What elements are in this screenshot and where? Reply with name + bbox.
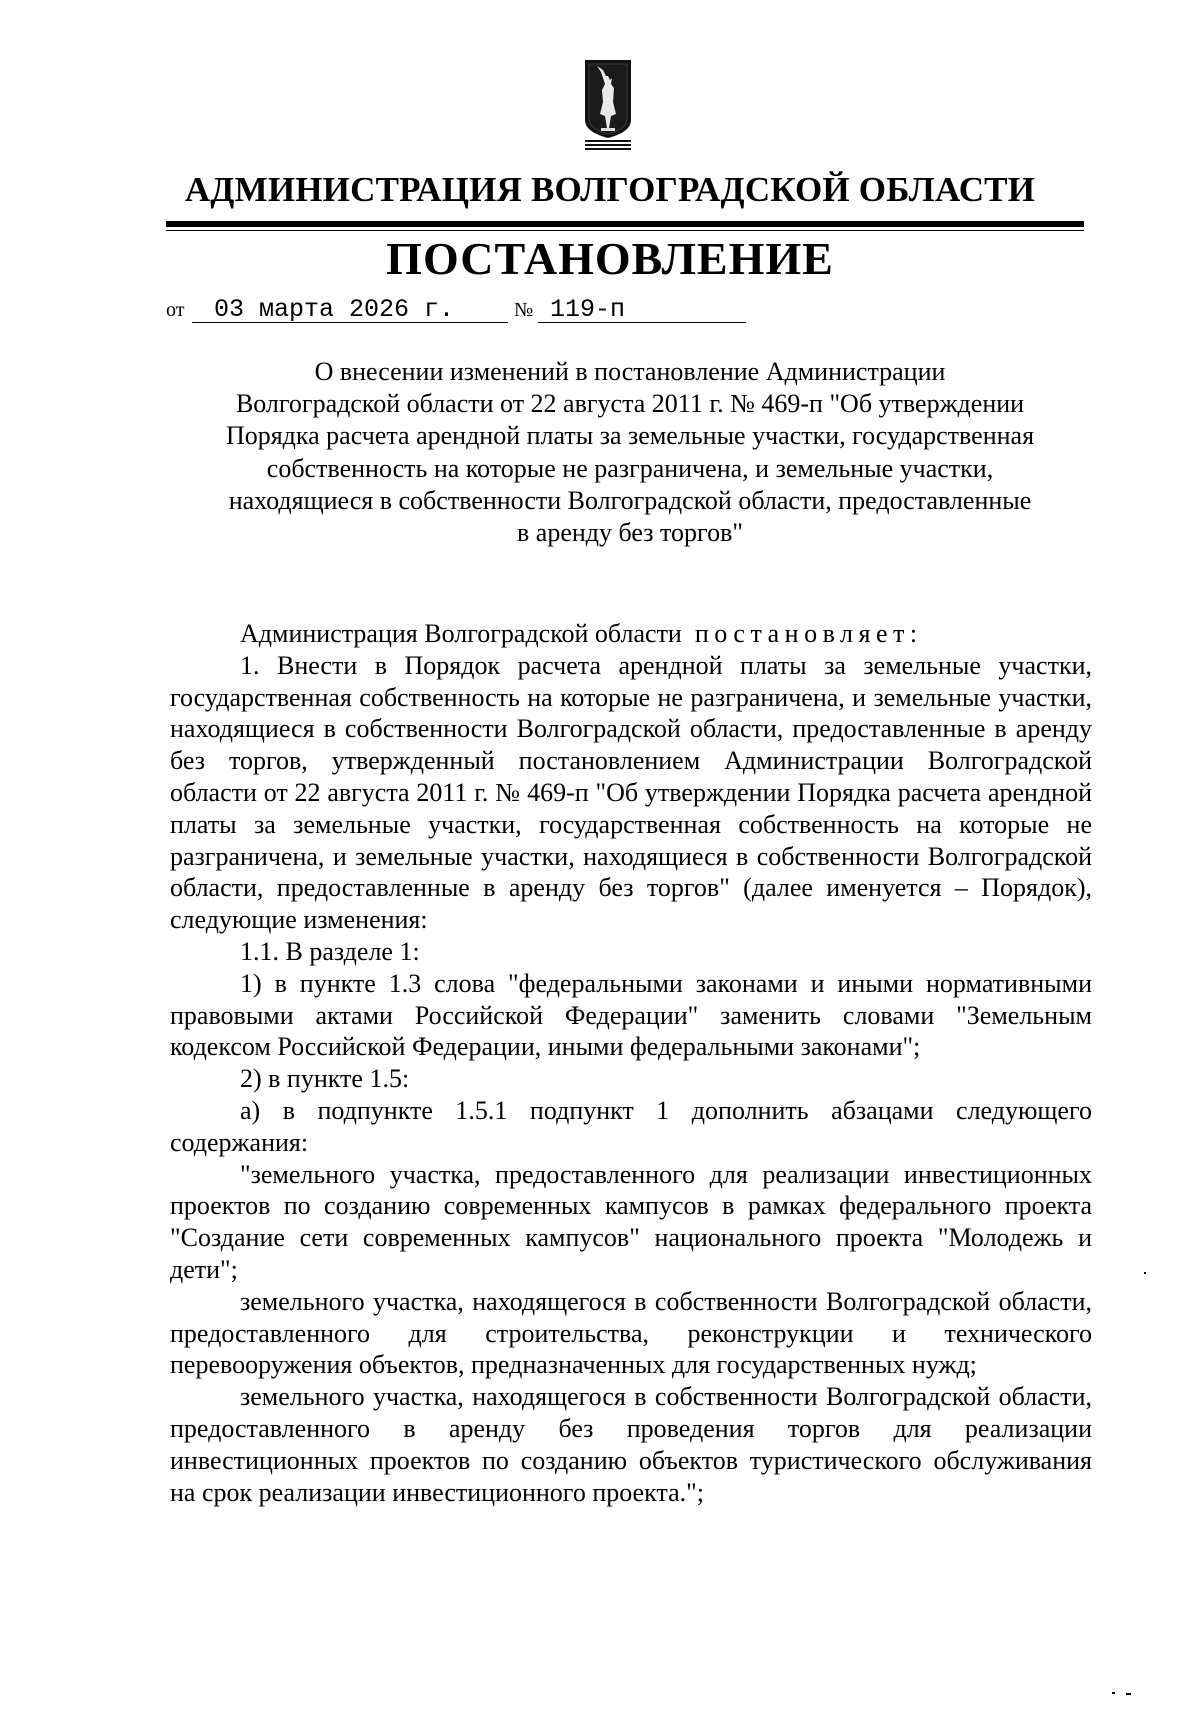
scan-speck xyxy=(1144,1272,1146,1274)
number-label: № xyxy=(514,299,534,321)
preamble-verb: постановляет: xyxy=(694,619,923,648)
subject-line: О внесении изменений в постановление Администрации xyxy=(314,357,946,386)
subitem-2a: а) в подпункте 1.5.1 подпункт 1 дополнить абзацами следующего содержания: xyxy=(170,1095,1092,1157)
subject-line: Порядка расчета арендной платы за земельные участки, государственная xyxy=(225,421,1035,451)
document-subject xyxy=(160,356,1100,549)
quoted-paragraph-2: земельного участка, находящегося в собственности Волгоградской области, предоставленного для строительства, реконструкции и технического перевооружения объектов, предназначенных для государственных нужд; xyxy=(170,1286,1092,1380)
date-value: 03 марта 2026 г. xyxy=(214,295,455,324)
scan-speck xyxy=(1126,1693,1131,1695)
subject-line: собственность на которые не разграничена, и земельные участки, xyxy=(266,453,994,483)
quoted-paragraph-3: земельного участка, находящегося в собственности Волгоградской области, предоставленного в аренду без проведения торгов для реализации инвестиционных проектов по созданию объектов туристического обслуживания на срок реализации инвестиционного проекта."; xyxy=(170,1382,1092,1507)
header-rule-thick xyxy=(166,221,1084,227)
organization-title: АДМИНИСТРАЦИЯ ВОЛГОГРАДСКОЙ ОБЛАСТИ xyxy=(184,170,1036,209)
date-number-line xyxy=(166,290,746,326)
document-type-title: ПОСТАНОВЛЕНИЕ xyxy=(386,233,834,284)
subject-line: находящиеся в собственности Волгоградской области, предоставленные xyxy=(228,485,1032,515)
quoted-paragraph-1: "земельного участка, предоставленного для реализации инвестиционных проектов по созданию современных кампусов в рамках федерального проекта "Создание сети современных кампусов" национального проекта "Молодежь и дети"; xyxy=(170,1159,1092,1284)
document-body xyxy=(170,618,1092,1508)
subject-line: в аренду без торгов" xyxy=(517,518,743,548)
number-value: 119-п xyxy=(550,295,626,324)
subitem-2: 2) в пункте 1.5: xyxy=(240,1064,410,1094)
subitem-1: 1) в пункте 1.3 слова "федеральными законами и иными нормативными правовыми актами Российской Федерации" заменить словами "Земельным кодексом Российской Федерации, иными федеральными законами"; xyxy=(170,968,1092,1062)
subject-line: Волгоградской области от 22 августа 2011 г. № 469-п "Об утверждении xyxy=(235,389,1025,419)
coat-of-arms-emblem xyxy=(583,58,633,150)
preamble-subject: Администрация Волгоградской области xyxy=(240,619,682,648)
item-1: 1. Внести в Порядок расчета арендной платы за земельные участки, государственная собственность на которые не разграничена, и земельные участки, находящиеся в собственности Волгоградской области, предоставленные в аренду без торгов, утвержденный постановлением Администрации Волгоградской области от 22 августа 2011 г. № 469-п "Об утверждении Порядка расчета арендной платы за земельные участки, государственная собственность на которые не разграничена, и земельные участки, находящиеся в собственности Волгоградской области, предоставленные в аренду без торгов" (далее именуется – Порядок), следующие изменения: xyxy=(170,650,1092,935)
preamble xyxy=(170,618,1092,650)
item-1-1: 1.1. В разделе 1: xyxy=(240,936,420,966)
header-rule-thin xyxy=(166,230,1084,231)
scan-speck xyxy=(1112,1692,1115,1694)
date-label: от xyxy=(166,299,185,321)
